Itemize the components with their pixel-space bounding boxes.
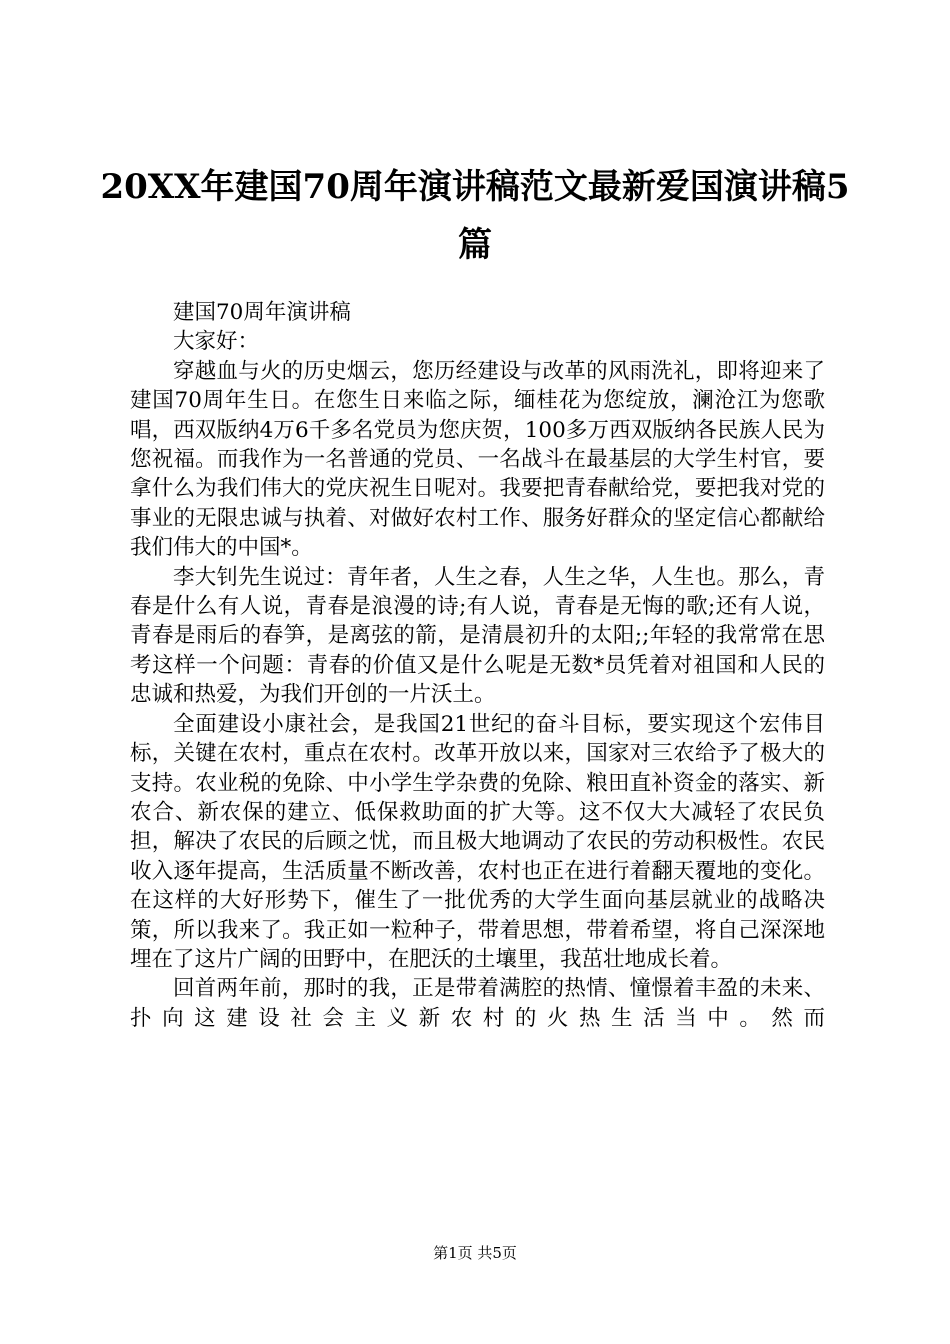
speech-subtitle: 建国70周年演讲稿 (173, 300, 351, 325)
paragraph: 穿越血与火的历史烟云，您历经建设与改革的风雨洗礼，即将迎来了建国70周年生日。在您生日来临之际，缅桂花为您绽放，澜沧江为您歌唱，西双版纳4万6千多名党员为您庆贺，100多万西双版纳各民族人民为您祝福。而我作为一名普通的党员、一名战斗在最基层的大学生村官，要拿什么为我们伟大的党庆祝生日呢对。我要把青春献给党，要把我对党的事业的无限忠诚与执着、对做好农村工作、服务好群众的坚定信心都献给我们伟大的中国*。 (130, 358, 825, 561)
document-body (130, 298, 825, 1033)
paragraph: 全面建设小康社会，是我国21世纪的奋斗目标，要实现这个宏伟目标，关键在农村，重点在农村。改革开放以来，国家对三农给予了极大的支持。农业税的免除、中小学生学杂费的免除、粮田直补资金的落实、新农合、新农保的建立、低保救助面的扩大等。这不仅大大减轻了农民负担，解决了农民的后顾之忧，而且极大地调动了农民的劳动积极性。农民收入逐年提高，生活质量不断改善，农村也正在进行着翻天覆地的变化。在这样的大好形势下，催生了一批优秀的大学生面向基层就业的战略决策，所以我来了。我正如一粒种子，带着思想，带着希望，将自己深深地埋在了这片广阔的田野中，在肥沃的土壤里，我茁壮地成长着。 (130, 711, 825, 972)
document-title: 20XX年建国70周年演讲稿范文最新爱国演讲稿5篇 (100, 167, 850, 265)
page-number-footer: 第1页 共5页 (433, 1244, 517, 1262)
greeting: 大家好： (173, 329, 260, 355)
paragraph: 回首两年前，那时的我，正是带着满腔的热情、憧憬着丰盈的未来、扑向这建设社会主义新农村的火热生活当中。然而 (130, 976, 825, 1031)
paragraph: 李大钊先生说过：青年者，人生之春，人生之华，人生也。那么，青春是什么有人说，青春是浪漫的诗;有人说，青春是无悔的歌;还有人说，青春是雨后的春笋，是离弦的箭，是清晨初升的太阳;;年轻的我常常在思考这样一个问题：青春的价值又是什么呢是无数*员凭着对祖国和人民的忠诚和热爱，为我们开创的一片沃土。 (130, 564, 825, 708)
